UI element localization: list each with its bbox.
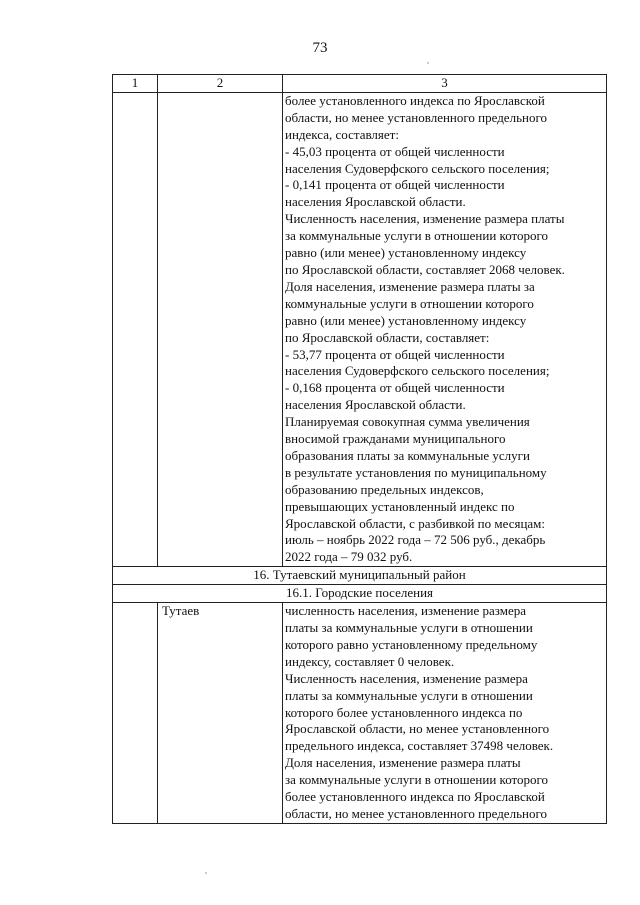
text-line: которого равно установленному предельному: [285, 636, 538, 652]
text-line: Ярославской области, но менее установленного: [285, 721, 550, 737]
scan-speck: [205, 872, 207, 874]
settlement-name: Тутаев: [158, 603, 283, 824]
text-line: Численность населения, изменение размера платы: [285, 211, 565, 227]
column-header-1: 1: [113, 75, 158, 93]
column-header-3: 3: [283, 75, 607, 93]
text-line: индексу, составляет 0 человек.: [285, 653, 455, 669]
scan-speck: [427, 62, 429, 64]
text-line: - 53,77 процента от общей численности: [285, 346, 505, 362]
text-line: более установленного индекса по Ярославской: [285, 92, 545, 108]
text-line: которого более установленного индекса по: [285, 704, 523, 720]
text-line: Численность населения, изменение размера: [285, 670, 528, 686]
text-line: превышающих установленный индекс по: [285, 498, 515, 514]
table-row: [113, 92, 607, 566]
page-number: 73: [312, 40, 328, 56]
text-line: Планируемая совокупная сумма увеличения: [285, 414, 530, 430]
text-line: образования платы за коммунальные услуги: [285, 447, 530, 463]
text-line: образованию предельных индексов,: [285, 481, 484, 497]
document-table: [112, 74, 607, 824]
text-line: равно (или менее) установленному индексу: [285, 312, 527, 328]
text-line: равно (или менее) установленному индексу: [285, 245, 527, 261]
text-line: - 0,141 процента от общей численности: [285, 177, 505, 193]
text-line: вносимой гражданами муниципального: [285, 431, 506, 447]
text-line: Доля населения, изменение размера платы за: [285, 278, 535, 294]
text-line: индекса, составляет:: [285, 126, 399, 142]
header-row: [113, 75, 607, 93]
text-line: по Ярославской области, составляет 2068 человек.: [285, 261, 565, 277]
table-row: [113, 603, 607, 824]
text-line: за коммунальные услуги в отношении которого: [285, 772, 549, 788]
text-line: - 0,168 процента от общей численности: [285, 380, 505, 396]
row2-cell-1: [113, 603, 158, 824]
text-line: по Ярославской области, составляет:: [285, 329, 490, 345]
text-line: платы за коммунальные услуги в отношении: [285, 620, 533, 635]
row1-cell-2: [158, 92, 283, 566]
section-heading-row: [113, 567, 607, 585]
text-line: области, но менее установленного предельного: [285, 109, 547, 125]
text-line: 2022 года – 79 032 руб.: [285, 549, 413, 565]
text-line: за коммунальные услуги в отношении которого: [285, 228, 549, 244]
subsection-heading-row: [113, 585, 607, 603]
text-line: населения Ярославской области.: [285, 194, 466, 210]
text-line: в результате установления по муниципальному: [285, 464, 547, 480]
text-line: области, но менее установленного предельного: [285, 805, 547, 821]
column-header-2: 2: [158, 75, 283, 93]
text-line: Доля населения, изменение размера платы: [285, 755, 521, 771]
row1-cell-1: [113, 92, 158, 566]
text-line: предельного индекса, составляет 37498 человек.: [285, 738, 554, 754]
text-line: численность населения, изменение размера: [285, 603, 527, 619]
row1-description-cell: [283, 92, 607, 566]
text-line: июль – ноябрь 2022 года – 72 506 руб., декабрь: [285, 532, 546, 548]
subsection-heading-urban-settlements: 16.1. Городские поселения: [113, 585, 607, 603]
text-line: Ярославской области, с разбивкой по месяцам:: [285, 515, 546, 531]
text-line: более установленного индекса по Ярославской: [285, 789, 545, 805]
text-line: населения Ярославской области.: [285, 397, 466, 413]
text-line: платы за коммунальные услуги в отношении: [285, 687, 533, 703]
row2-description-cell: [283, 603, 607, 824]
text-line: коммунальные услуги в отношении которого: [285, 295, 534, 311]
text-line: населения Судоверфского сельского поселения;: [285, 160, 550, 176]
text-line: - 45,03 процента от общей численности: [285, 143, 505, 159]
text-line: населения Судоверфского сельского поселения;: [285, 363, 550, 379]
section-heading-district: 16. Тутаевский муниципальный район: [113, 567, 607, 585]
